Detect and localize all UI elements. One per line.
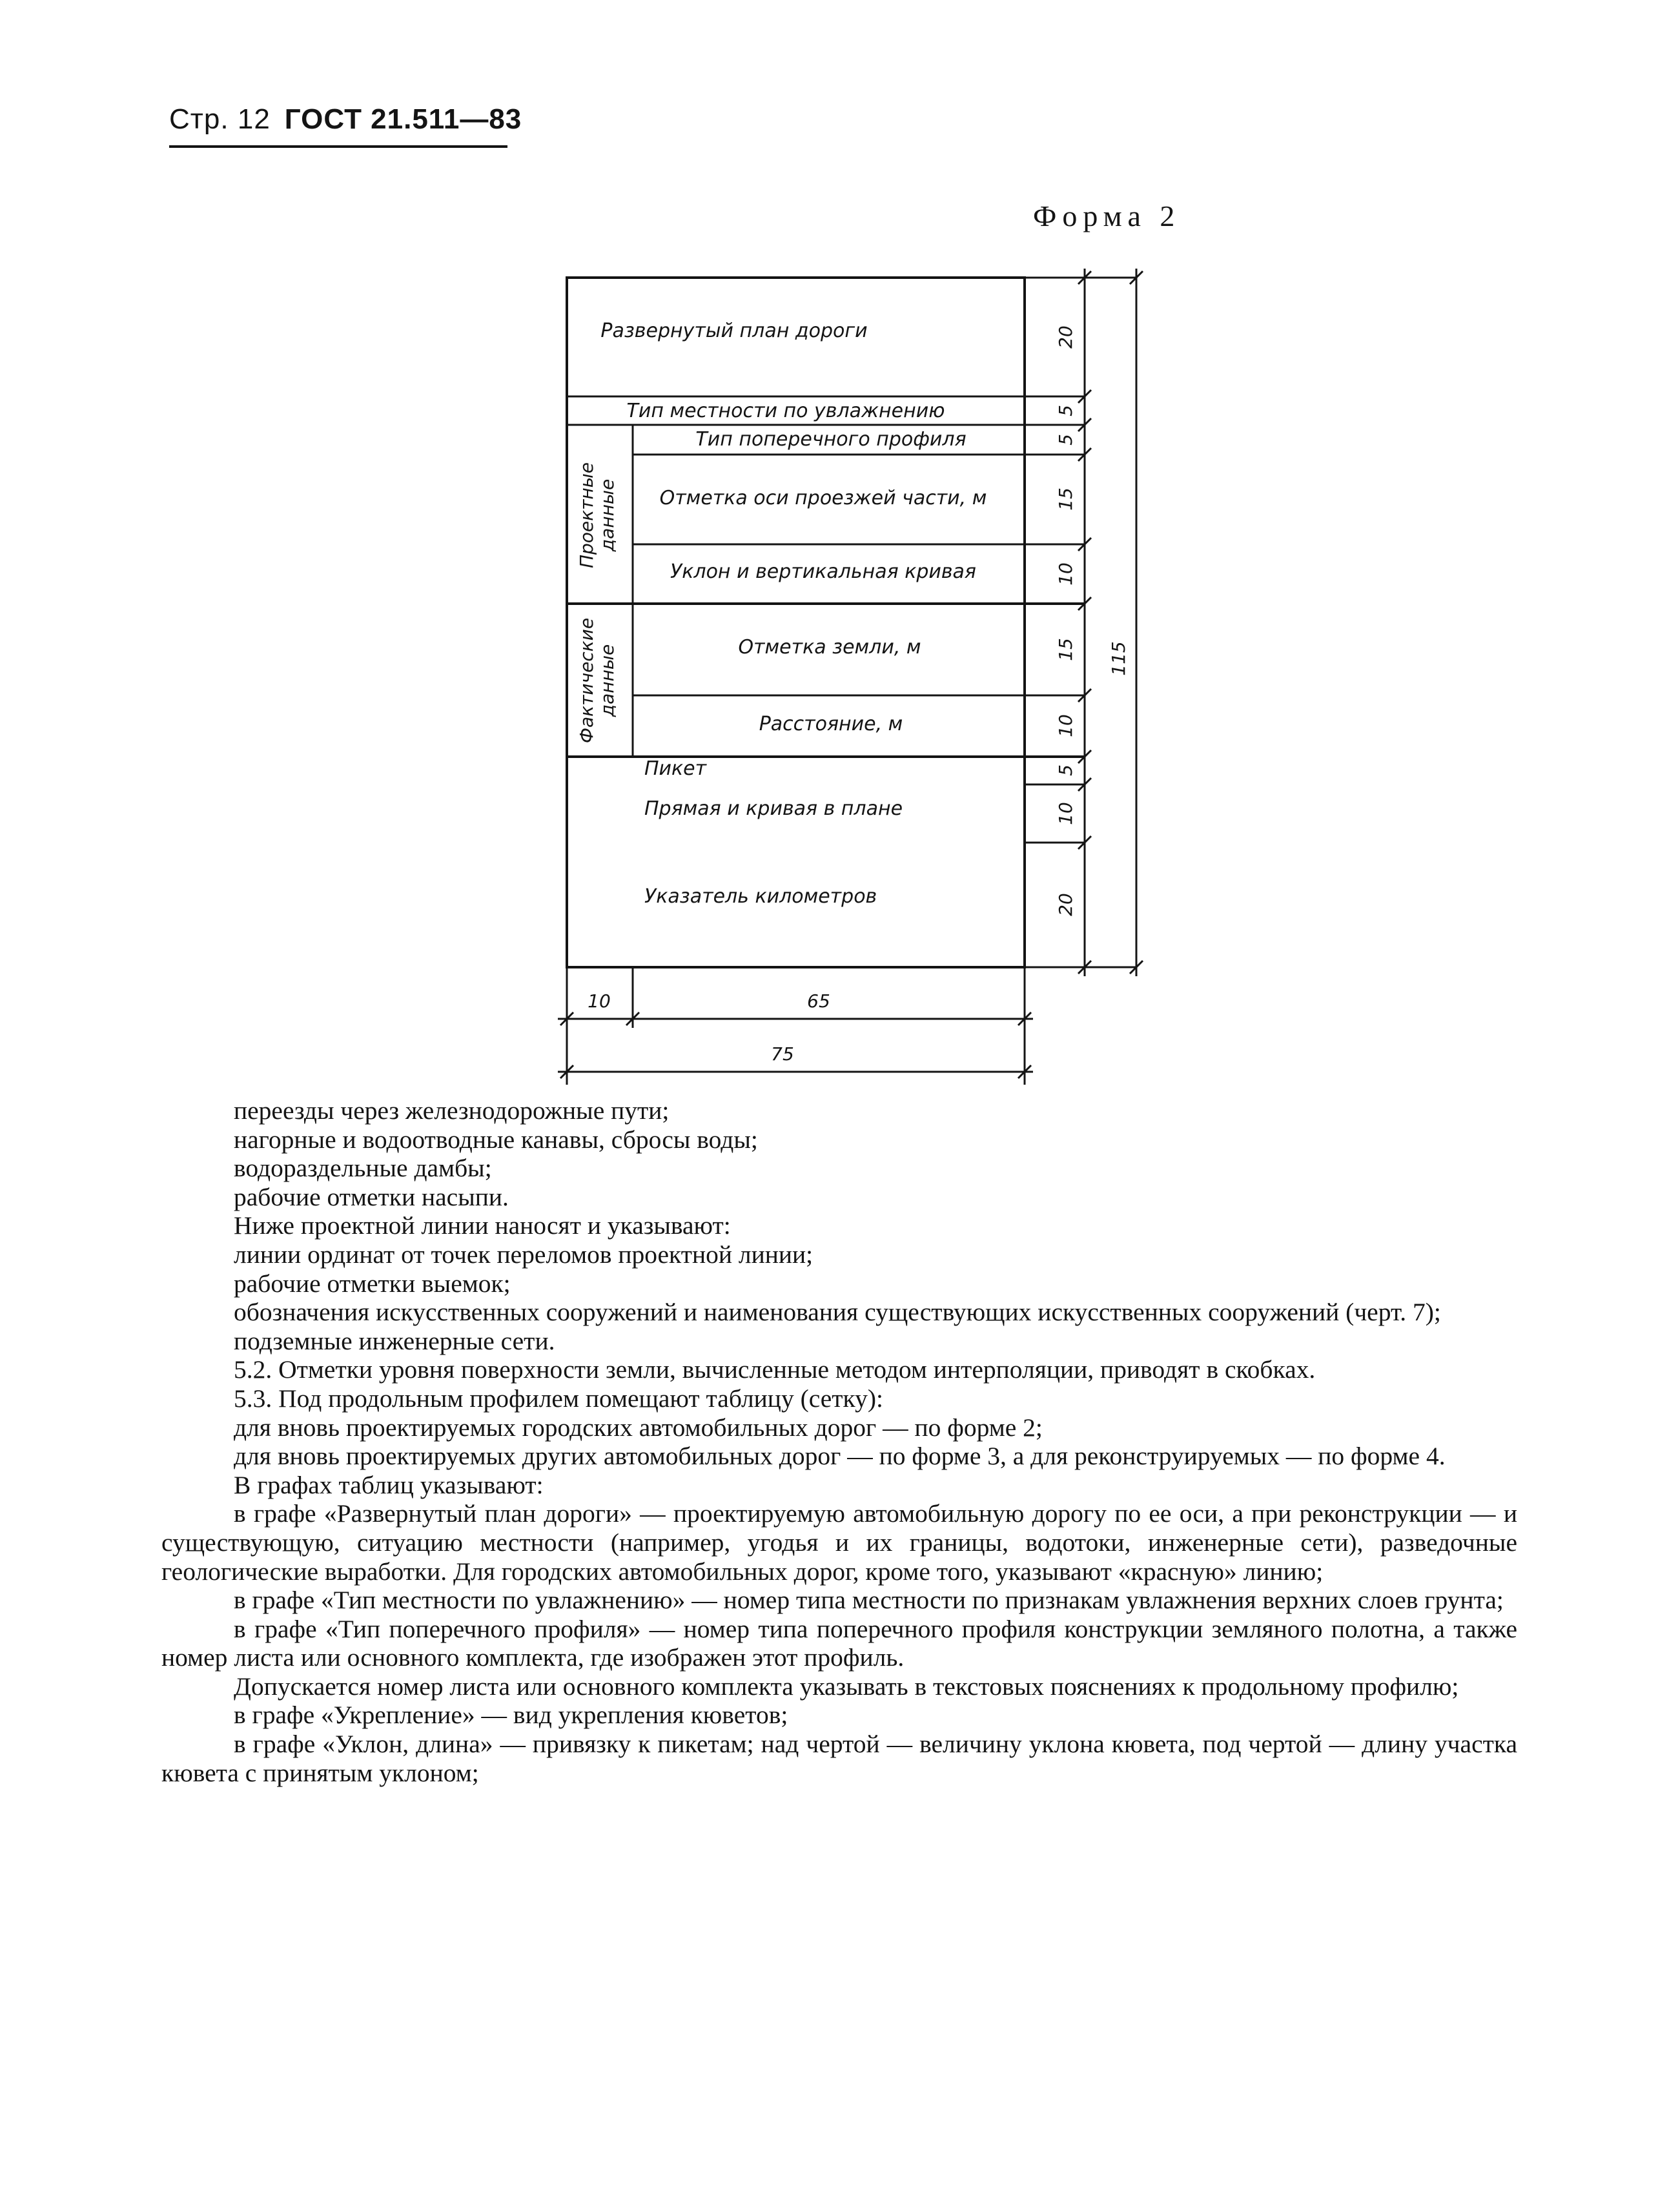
row-height-value: 5: [1055, 405, 1076, 416]
text-line: 5.3. Под продольным профилем помещают таблицу (сетку):: [234, 1384, 884, 1413]
body-text: [161, 1096, 1517, 1787]
text-line: в графе «Укрепление» — вид укрепления кюветов;: [234, 1701, 788, 1730]
text-line: рабочие отметки насыпи.: [234, 1182, 509, 1211]
total-height-value: 115: [1108, 641, 1129, 676]
gost-code: ГОСТ 21.511—83: [284, 103, 522, 135]
width-ticks: [560, 1012, 1031, 1078]
row-label-expanded-plan: Развернутый план дороги: [600, 320, 868, 342]
text-paragraph: в графе «Тип поперечного профиля» — номер типа поперечного профиля конструкции земляного полотна, а также номер листа или основного комплекта, где изображен этот профиль.: [161, 1614, 1517, 1672]
row-label-axis-mark: Отметка оси проезжей части, м: [659, 487, 987, 509]
text-paragraph: 5.2. Отметки уровня поверхности земли, вычисленные методом интерполяции, приводят в скобках.: [234, 1355, 1316, 1384]
text-line: В графах таблиц указывают:: [234, 1470, 544, 1499]
page-number: Стр. 12: [169, 103, 271, 135]
text-line: водораздельные дамбы;: [234, 1154, 492, 1183]
form-title: Форма 2: [1033, 200, 1181, 232]
text-paragraph: в графе «Тип местности по увлажнению» — номер типа местности по признакам увлажнения верхних слоев грунта;: [234, 1586, 1504, 1615]
col-width-left: 10: [588, 990, 611, 1012]
row-label-km-pointer: Указатель километров: [644, 885, 877, 908]
row-height-value: 10: [1055, 562, 1076, 586]
row-height-value: 10: [1055, 714, 1076, 737]
row-label-straight-curve: Прямая и кривая в плане: [644, 797, 903, 820]
text-paragraph: в графе «Уклон, длина» — привязку к пикетам; над чертой — величину уклона кювета, под чертой — длину участка кювета с принятым уклоном;: [161, 1730, 1517, 1787]
form-frame: [567, 278, 1025, 967]
text-paragraph: для вновь проектируемых других автомобильных дорог — по форме 3, а для реконструируемых — по форме 4.: [234, 1442, 1446, 1471]
text-line: нагорные и водоотводные канавы, сбросы воды;: [234, 1125, 758, 1154]
text-paragraph: обозначения искусственных сооружений и наименования существующих искусственных сооружений (черт. 7);: [234, 1298, 1441, 1327]
group-label-design-1: Проектные: [576, 462, 597, 569]
row-label-slope-curve: Уклон и вертикальная кривая: [670, 560, 976, 583]
text-paragraph: в графе «Развернутый план дороги» — проектируемую автомобильную дорогу по ее оси, а при реконструкции — и существующую, ситуацию местности (например, угодья и их границы, водотоки, инженерные сети), разведочные геологические выработки. Для городских автомобильных дорог, кроме того, указывают «красную» линию;: [161, 1499, 1517, 1586]
row-label-picket: Пикет: [644, 757, 707, 780]
row-height-value: 5: [1055, 764, 1076, 776]
row-label-ground-mark: Отметка земли, м: [738, 636, 921, 659]
group-label-actual-2: данные: [597, 644, 618, 717]
text-line: линии ординат от точек переломов проектной линии;: [234, 1240, 813, 1269]
row-height-value: 20: [1055, 893, 1076, 916]
row-height-value: 20: [1055, 325, 1076, 349]
text-line: переезды через железнодорожные пути;: [234, 1096, 670, 1125]
row-height-value: 5: [1055, 434, 1076, 445]
row-label-cross-profile-type: Тип поперечного профиля: [695, 428, 967, 451]
text-line: Ниже проектной линии наносят и указывают:: [234, 1211, 731, 1240]
text-line: рабочие отметки выемок;: [234, 1269, 511, 1298]
row-label-distance: Расстояние, м: [759, 713, 903, 735]
col-width-total: 75: [771, 1043, 794, 1065]
row-height-value: 10: [1055, 802, 1076, 825]
dimension-ticks: [1078, 271, 1143, 974]
row-height-value: 15: [1055, 638, 1076, 661]
row-height-value: 15: [1055, 487, 1076, 511]
group-label-design-2: данные: [597, 478, 618, 552]
group-label-actual-1: Фактические: [576, 617, 597, 744]
text-line: подземные инженерные сети.: [234, 1326, 555, 1355]
col-width-right: 65: [807, 990, 830, 1012]
text-line: для вновь проектируемых городских автомобильных дорог — по форме 2;: [234, 1413, 1043, 1442]
row-label-terrain-type: Тип местности по увлажнению: [626, 400, 945, 422]
text-paragraph: Допускается номер листа или основного комплекта указывать в текстовых пояснениях к продольному профилю;: [234, 1672, 1459, 1701]
